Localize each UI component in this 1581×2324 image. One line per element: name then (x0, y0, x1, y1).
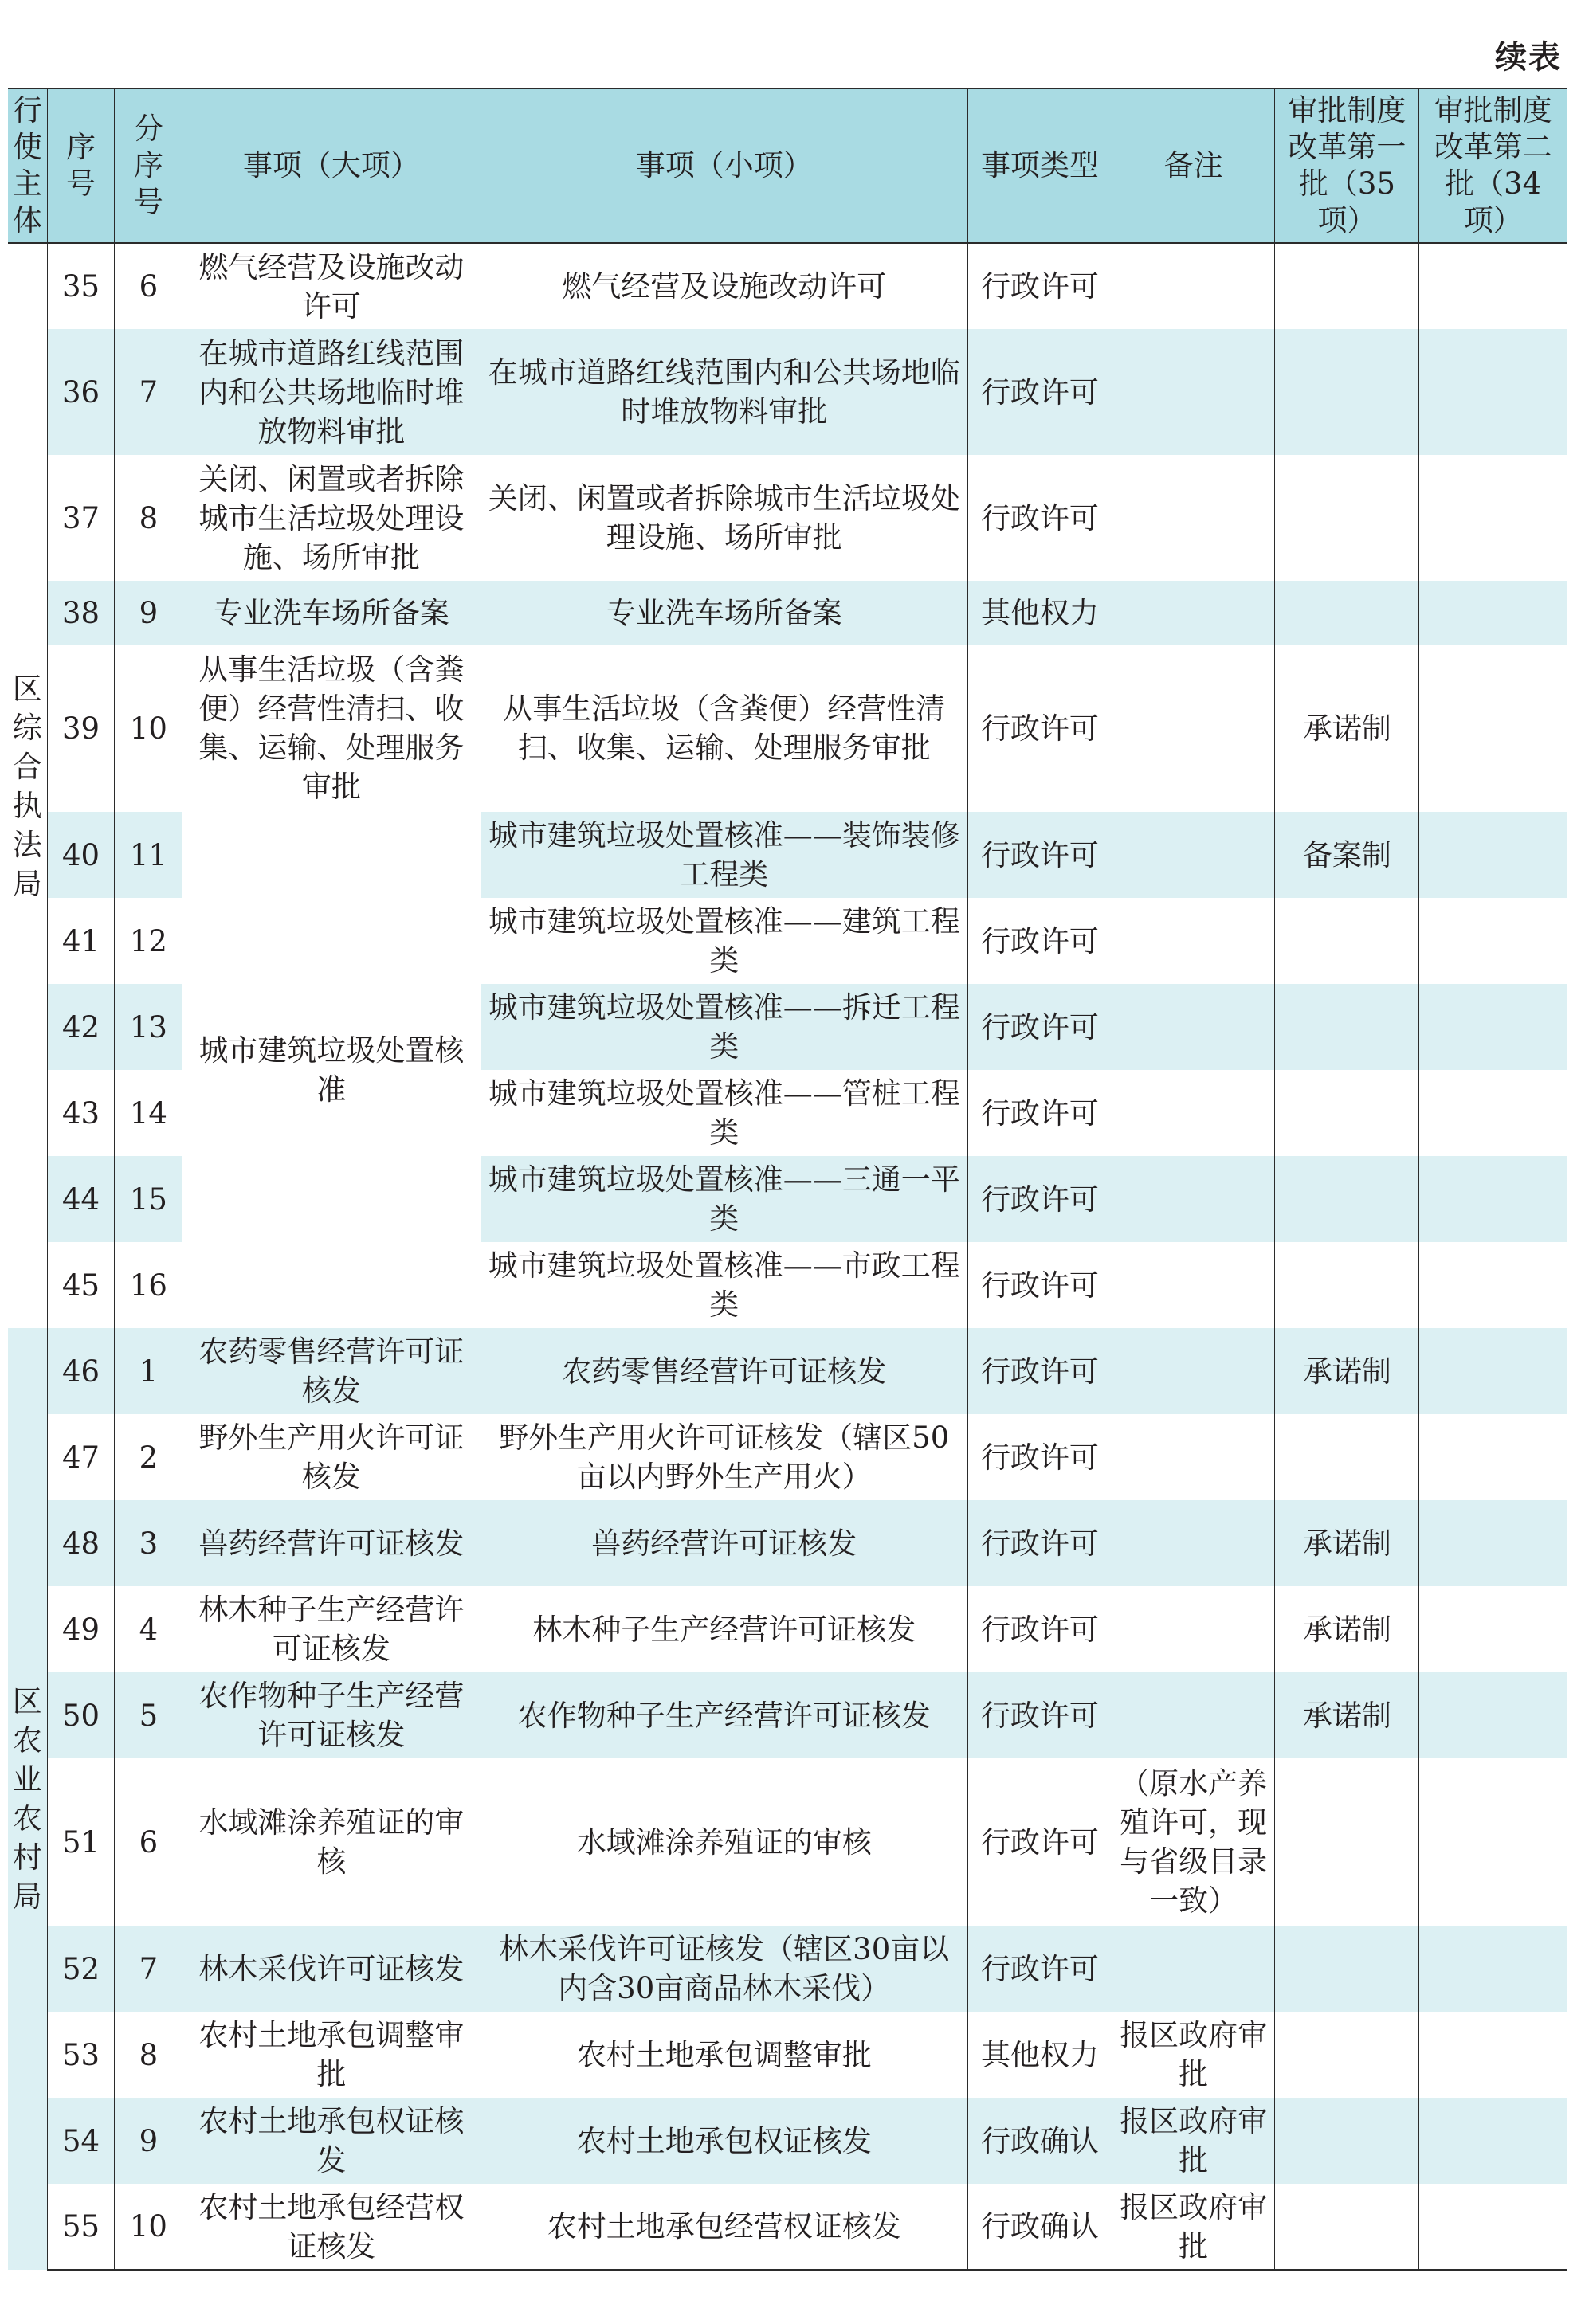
row-remark (1112, 1414, 1274, 1500)
row-batch1 (1275, 898, 1419, 984)
row-sub-no: 9 (115, 581, 182, 645)
row-no: 51 (47, 1758, 115, 1926)
row-type: 行政许可 (967, 1926, 1112, 2012)
row-sub-no: 10 (115, 645, 182, 812)
row-batch1 (1275, 243, 1419, 329)
row-item-major: 城市建筑垃圾处置核准 (182, 812, 481, 1328)
row-item-major: 在城市道路红线范围内和公共场地临时堆放物料审批 (182, 329, 481, 455)
table-row (8, 329, 1567, 455)
row-remark (1112, 1242, 1274, 1328)
header-batch2: 审批制度改革第二批（34项） (1419, 88, 1567, 243)
row-no: 38 (47, 581, 115, 645)
row-sub-no: 5 (115, 1672, 182, 1758)
row-batch2 (1419, 243, 1567, 329)
table-row (8, 1586, 1567, 1672)
row-no: 48 (47, 1500, 115, 1586)
row-item-minor: 城市建筑垃圾处置核准——市政工程类 (481, 1242, 967, 1328)
row-type: 行政许可 (967, 455, 1112, 581)
row-remark (1112, 1156, 1274, 1242)
row-item-minor: 专业洗车场所备案 (481, 581, 967, 645)
header-item-major: 事项（大项） (182, 88, 481, 243)
row-batch1 (1275, 329, 1419, 455)
row-batch1: 备案制 (1275, 812, 1419, 898)
table-row (8, 2098, 1567, 2184)
row-item-minor: 水域滩涂养殖证的审核 (481, 1758, 967, 1926)
row-type: 行政许可 (967, 243, 1112, 329)
row-type: 行政许可 (967, 645, 1112, 812)
row-type: 行政许可 (967, 812, 1112, 898)
row-batch2 (1419, 1500, 1567, 1586)
table-row (8, 581, 1567, 645)
row-batch1: 承诺制 (1275, 645, 1419, 812)
row-no: 35 (47, 243, 115, 329)
row-no: 52 (47, 1926, 115, 2012)
row-type: 行政许可 (967, 1586, 1112, 1672)
table-row (8, 2012, 1567, 2098)
row-remark (1112, 1672, 1274, 1758)
row-batch1: 承诺制 (1275, 1500, 1419, 1586)
row-remark (1112, 645, 1274, 812)
row-remark (1112, 984, 1274, 1070)
header-batch1: 审批制度改革第一批（35项） (1275, 88, 1419, 243)
row-batch1 (1275, 984, 1419, 1070)
row-item-minor: 农村土地承包调整审批 (481, 2012, 967, 2098)
table-row (8, 1926, 1567, 2012)
row-type: 行政许可 (967, 329, 1112, 455)
row-sub-no: 15 (115, 1156, 182, 1242)
row-batch1 (1275, 581, 1419, 645)
row-no: 36 (47, 329, 115, 455)
row-sub-no: 8 (115, 455, 182, 581)
row-batch1 (1275, 2012, 1419, 2098)
row-remark (1112, 1070, 1274, 1156)
row-no: 37 (47, 455, 115, 581)
row-item-major: 燃气经营及设施改动许可 (182, 243, 481, 329)
row-batch2 (1419, 645, 1567, 812)
row-batch2 (1419, 329, 1567, 455)
row-no: 45 (47, 1242, 115, 1328)
row-no: 44 (47, 1156, 115, 1242)
row-batch2 (1419, 1156, 1567, 1242)
row-no: 53 (47, 2012, 115, 2098)
row-remark (1112, 329, 1274, 455)
row-type: 行政许可 (967, 1758, 1112, 1926)
row-remark: 报区政府审批 (1112, 2012, 1274, 2098)
row-item-major: 农村土地承包权证核发 (182, 2098, 481, 2184)
row-batch1 (1275, 2098, 1419, 2184)
row-item-minor: 兽药经营许可证核发 (481, 1500, 967, 1586)
row-item-minor: 燃气经营及设施改动许可 (481, 243, 967, 329)
row-batch1 (1275, 2184, 1419, 2270)
row-batch1: 承诺制 (1275, 1586, 1419, 1672)
row-remark (1112, 581, 1274, 645)
row-no: 54 (47, 2098, 115, 2184)
row-item-major: 林木种子生产经营许可证核发 (182, 1586, 481, 1672)
header-no: 序号 (47, 88, 115, 243)
row-no: 47 (47, 1414, 115, 1500)
row-batch2 (1419, 581, 1567, 645)
row-type: 行政许可 (967, 1414, 1112, 1500)
row-item-minor: 从事生活垃圾（含粪便）经营性清扫、收集、运输、处理服务审批 (481, 645, 967, 812)
row-sub-no: 9 (115, 2098, 182, 2184)
row-item-major: 农药零售经营许可证核发 (182, 1328, 481, 1414)
row-type: 行政许可 (967, 1672, 1112, 1758)
row-item-minor: 在城市道路红线范围内和公共场地临时堆放物料审批 (481, 329, 967, 455)
row-sub-no: 7 (115, 1926, 182, 2012)
row-item-minor: 农村土地承包权证核发 (481, 2098, 967, 2184)
row-remark (1112, 1328, 1274, 1414)
row-no: 55 (47, 2184, 115, 2270)
row-sub-no: 8 (115, 2012, 182, 2098)
row-type: 行政许可 (967, 1070, 1112, 1156)
row-batch1 (1275, 1926, 1419, 2012)
row-type: 行政确认 (967, 2184, 1112, 2270)
row-type: 行政许可 (967, 1328, 1112, 1414)
row-item-major: 农村土地承包经营权证核发 (182, 2184, 481, 2270)
table-row (8, 243, 1567, 329)
row-item-major: 从事生活垃圾（含粪便）经营性清扫、收集、运输、处理服务审批 (182, 645, 481, 812)
row-item-major: 关闭、闲置或者拆除城市生活垃圾处理设施、场所审批 (182, 455, 481, 581)
row-sub-no: 6 (115, 1758, 182, 1926)
row-batch1 (1275, 1242, 1419, 1328)
row-remark (1112, 1586, 1274, 1672)
row-batch2 (1419, 984, 1567, 1070)
row-item-minor: 城市建筑垃圾处置核准——管桩工程类 (481, 1070, 967, 1156)
subject-cell: 区农业农村局 (8, 1328, 47, 2270)
subject-cell: 区综合执法局 (8, 243, 47, 1328)
row-item-minor: 关闭、闲置或者拆除城市生活垃圾处理设施、场所审批 (481, 455, 967, 581)
table-row (8, 1414, 1567, 1500)
table-header-row (8, 88, 1567, 243)
table-row (8, 1672, 1567, 1758)
header-subject: 行使主体 (8, 88, 47, 243)
row-batch1: 承诺制 (1275, 1328, 1419, 1414)
row-sub-no: 11 (115, 812, 182, 898)
row-batch2 (1419, 898, 1567, 984)
row-item-minor: 野外生产用火许可证核发（辖区50亩以内野外生产用火） (481, 1414, 967, 1500)
row-sub-no: 6 (115, 243, 182, 329)
row-sub-no: 10 (115, 2184, 182, 2270)
row-no: 50 (47, 1672, 115, 1758)
table-row (8, 1328, 1567, 1414)
row-batch2 (1419, 1758, 1567, 1926)
row-batch2 (1419, 1586, 1567, 1672)
row-remark (1112, 898, 1274, 984)
row-batch2 (1419, 1328, 1567, 1414)
table-row (8, 1758, 1567, 1926)
row-remark (1112, 1500, 1274, 1586)
row-sub-no: 12 (115, 898, 182, 984)
row-sub-no: 13 (115, 984, 182, 1070)
row-no: 42 (47, 984, 115, 1070)
row-batch1 (1275, 1156, 1419, 1242)
row-item-major: 农村土地承包调整审批 (182, 2012, 481, 2098)
row-no: 41 (47, 898, 115, 984)
row-sub-no: 3 (115, 1500, 182, 1586)
row-sub-no: 7 (115, 329, 182, 455)
row-no: 40 (47, 812, 115, 898)
header-type: 事项类型 (967, 88, 1112, 243)
row-type: 行政许可 (967, 1500, 1112, 1586)
header-remark: 备注 (1112, 88, 1274, 243)
header-sub-no: 分序号 (115, 88, 182, 243)
row-sub-no: 14 (115, 1070, 182, 1156)
row-item-minor: 农作物种子生产经营许可证核发 (481, 1672, 967, 1758)
row-remark (1112, 243, 1274, 329)
row-batch1 (1275, 1758, 1419, 1926)
header-item-minor: 事项（小项） (481, 88, 967, 243)
row-type: 其他权力 (967, 581, 1112, 645)
row-batch2 (1419, 2098, 1567, 2184)
row-type: 行政许可 (967, 1156, 1112, 1242)
row-sub-no: 2 (115, 1414, 182, 1500)
row-remark: 报区政府审批 (1112, 2098, 1274, 2184)
row-item-minor: 农村土地承包经营权证核发 (481, 2184, 967, 2270)
row-batch1 (1275, 1070, 1419, 1156)
table-row (8, 1500, 1567, 1586)
row-item-minor: 城市建筑垃圾处置核准——拆迁工程类 (481, 984, 967, 1070)
row-type: 行政许可 (967, 898, 1112, 984)
row-type: 行政许可 (967, 1242, 1112, 1328)
row-item-minor: 城市建筑垃圾处置核准——三通一平类 (481, 1156, 967, 1242)
row-item-minor: 林木种子生产经营许可证核发 (481, 1586, 967, 1672)
row-batch2 (1419, 2184, 1567, 2270)
row-batch2 (1419, 1672, 1567, 1758)
table-row (8, 812, 1567, 898)
row-batch2 (1419, 455, 1567, 581)
row-remark (1112, 1926, 1274, 2012)
row-item-major: 兽药经营许可证核发 (182, 1500, 481, 1586)
row-item-major: 野外生产用火许可证核发 (182, 1414, 481, 1500)
table-row (8, 645, 1567, 812)
row-batch1 (1275, 1414, 1419, 1500)
row-no: 46 (47, 1328, 115, 1414)
row-type: 行政确认 (967, 2098, 1112, 2184)
row-batch1: 承诺制 (1275, 1672, 1419, 1758)
row-batch2 (1419, 2012, 1567, 2098)
row-batch2 (1419, 1926, 1567, 2012)
table-body (8, 243, 1567, 2270)
row-item-minor: 城市建筑垃圾处置核准——装饰装修工程类 (481, 812, 967, 898)
row-item-major: 农作物种子生产经营许可证核发 (182, 1672, 481, 1758)
row-sub-no: 4 (115, 1586, 182, 1672)
row-batch2 (1419, 1242, 1567, 1328)
row-sub-no: 16 (115, 1242, 182, 1328)
row-item-major: 水域滩涂养殖证的审核 (182, 1758, 481, 1926)
row-remark (1112, 455, 1274, 581)
row-remark (1112, 812, 1274, 898)
row-no: 43 (47, 1070, 115, 1156)
row-item-minor: 城市建筑垃圾处置核准——建筑工程类 (481, 898, 967, 984)
row-remark: 报区政府审批 (1112, 2184, 1274, 2270)
row-batch2 (1419, 812, 1567, 898)
row-batch2 (1419, 1070, 1567, 1156)
table-row (8, 2184, 1567, 2270)
row-type: 行政许可 (967, 984, 1112, 1070)
continued-label: 续表 (1495, 39, 1562, 76)
row-item-major: 专业洗车场所备案 (182, 581, 481, 645)
table-row (8, 455, 1567, 581)
row-type: 其他权力 (967, 2012, 1112, 2098)
row-no: 49 (47, 1586, 115, 1672)
row-no: 39 (47, 645, 115, 812)
row-remark: （原水产养殖许可，现与省级目录一致） (1112, 1758, 1274, 1926)
approval-items-table (8, 88, 1567, 2271)
row-batch1 (1275, 455, 1419, 581)
row-item-minor: 林木采伐许可证核发（辖区30亩以内含30亩商品林木采伐） (481, 1926, 967, 2012)
row-item-minor: 农药零售经营许可证核发 (481, 1328, 967, 1414)
row-item-major: 林木采伐许可证核发 (182, 1926, 481, 2012)
row-sub-no: 1 (115, 1328, 182, 1414)
row-batch2 (1419, 1414, 1567, 1500)
